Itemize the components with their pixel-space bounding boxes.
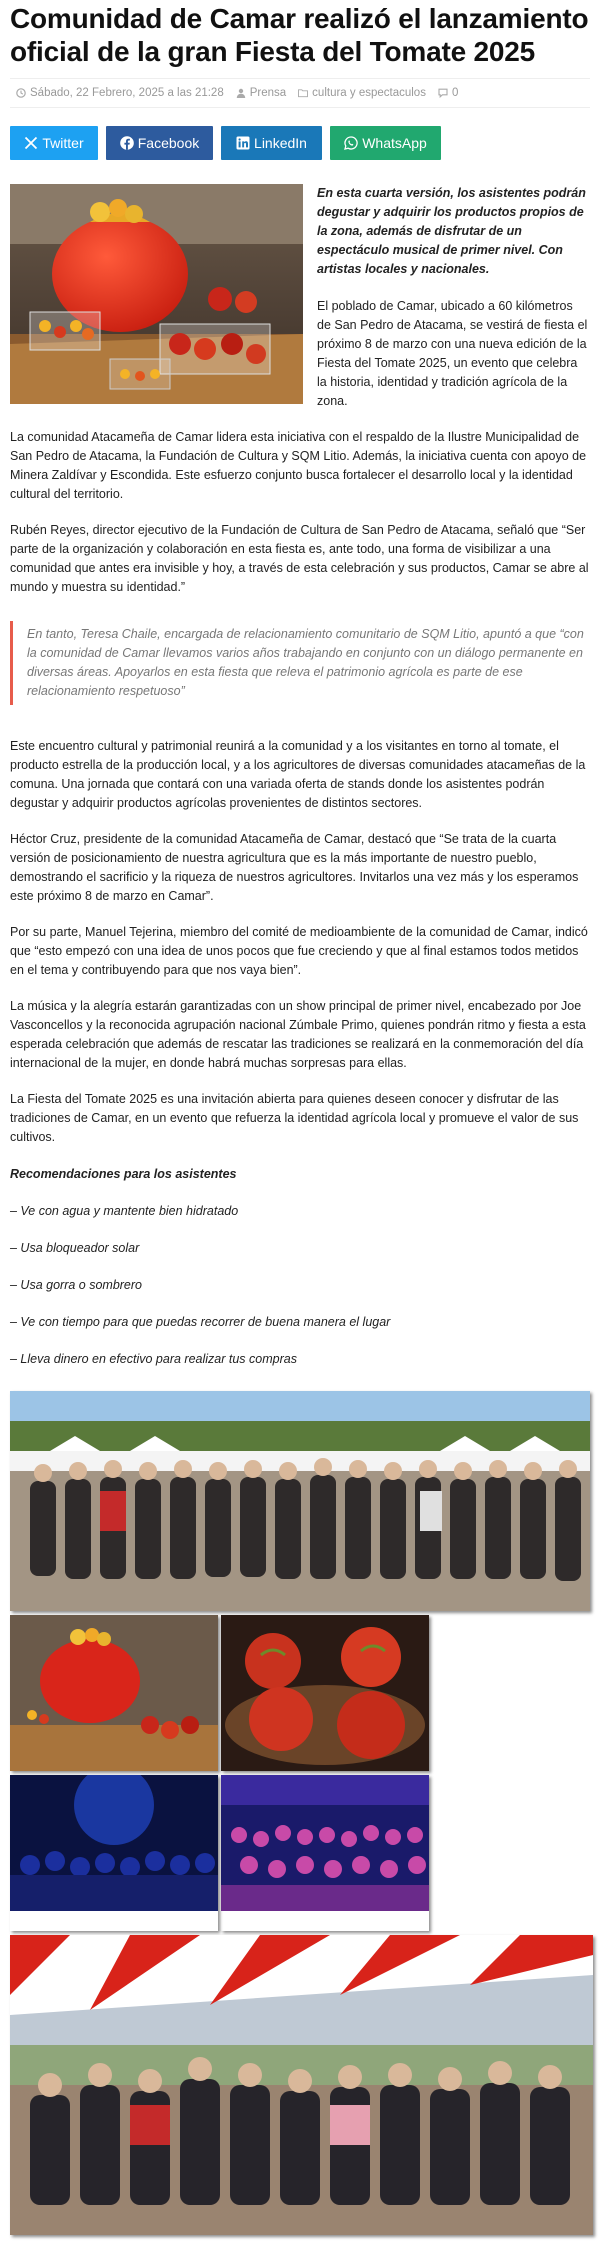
share-whatsapp-button[interactable] bbox=[330, 126, 441, 160]
gallery-image-authorities-photo[interactable] bbox=[10, 1935, 593, 2235]
meta-date bbox=[16, 87, 224, 99]
gallery-image-concert-stage[interactable] bbox=[221, 1775, 429, 1931]
recommendation-item: – Ve con agua y mantente bien hidratado bbox=[10, 1204, 239, 1218]
gallery-image-concert-crowd[interactable] bbox=[10, 1775, 218, 1931]
blockquote: En tanto, Teresa Chaile, encargada de relacionamiento comunitario de SQM Litio, apuntó a que “con la comunidad de Camar llevamos varios años trabajando en conjunto con un diálogo permanente en diversas áreas. Apoyarlos en esta fiesta que releva el patrimonio agrícola es parte de ese relacionamiento respetuoso” bbox=[10, 621, 590, 705]
clock-icon bbox=[16, 88, 26, 98]
lead-image-tomato bbox=[10, 184, 303, 404]
gallery-image-tomatoes-closeup[interactable] bbox=[221, 1615, 429, 1771]
recommendation-item: – Usa gorra o sombrero bbox=[10, 1278, 143, 1292]
body-paragraph: Héctor Cruz, presidente de la comunidad Atacameña de Camar, destacó que “Se trata de la cuarta versión de posicionamiento de nuestra agricultura que es la más importante de nuestro pueblo, demostrando el sacrificio y la riqueza de nuestros agricultores. Invitarlos una vez más y los esperamos este próximo 8 de marzo en Camar”. bbox=[10, 832, 579, 903]
body-paragraph: La música y la alegría estarán garantizadas con un show principal de primer nivel, encabezado por Joe Vasconcellos y la reconocida agrupación nacional Zúmbale Primo, quienes pondrán ritmo y fiesta a esta esperada celebración que además de rescatar las tradiciones se realizará en la conmemoración del día internacional de la mujer, en donde habrá muchas sorpresas para ellas. bbox=[10, 999, 586, 1070]
share-twitter-label: Twitter bbox=[42, 135, 84, 151]
article-meta bbox=[10, 78, 590, 108]
article-title: Comunidad de Camar realizó el lanzamiento oficial de la gran Fiesta del Tomate 2025 bbox=[10, 3, 589, 67]
whatsapp-logo-icon bbox=[344, 136, 358, 150]
meta-author-text[interactable]: Prensa bbox=[249, 87, 287, 99]
lead-section bbox=[10, 184, 590, 411]
body-paragraph: Rubén Reyes, director ejecutivo de la Fundación de Cultura de San Pedro de Atacama, señaló que “Ser parte de la organización y colaboración en esta fiesta es, ante todo, una forma de visibilizar a una comunidad que antes era invisible y hoy, a través de esta celebración y sus productos, Camar se abre al mundo y muestra su identidad.” bbox=[10, 523, 589, 594]
meta-comments-count[interactable]: 0 bbox=[451, 87, 459, 99]
linkedin-logo-icon bbox=[236, 136, 250, 150]
body-paragraph: La Fiesta del Tomate 2025 es una invitación abierta para quienes deseen conocer y disfrutar de las tradiciones de Camar, en un evento que refuerza la identidad agrícola local y promueve el valor de sus cultivos. bbox=[10, 1092, 579, 1144]
folder-icon bbox=[298, 88, 308, 98]
gallery-image-group-photo[interactable] bbox=[10, 1391, 590, 1611]
recommendation-item: – Ve con tiempo para que puedas recorrer de buena manera el lugar bbox=[10, 1315, 391, 1329]
lead-paragraph: El poblado de Camar, ubicado a 60 kilómetros de San Pedro de Atacama, se vestirá de fiesta el próximo 8 de marzo con una nueva edición de la Fiesta del Tomate 2025, un evento que celebra la historia, identidad y tradición agrícola de la zona. bbox=[317, 299, 588, 408]
meta-date-text: Sábado, 22 Febrero, 2025 a las 21:28 bbox=[30, 87, 224, 99]
share-bar bbox=[10, 126, 590, 160]
gallery-image-tomato-display[interactable] bbox=[10, 1615, 218, 1771]
lead-intro: En esta cuarta versión, los asistentes podrán degustar y adquirir los productos propios de la zona, además de disfrutar de un espectáculo musical de primer nivel. Con artistas locales y nacionales. bbox=[317, 186, 586, 276]
recommendation-item: – Lleva dinero en efectivo para realizar tus compras bbox=[10, 1352, 297, 1366]
meta-category[interactable] bbox=[298, 87, 426, 99]
facebook-logo-icon bbox=[120, 136, 134, 150]
share-whatsapp-label: WhatsApp bbox=[362, 135, 427, 151]
recommendations-title: Recomendaciones para los asistentes bbox=[10, 1167, 237, 1181]
meta-author[interactable] bbox=[236, 87, 286, 99]
share-facebook-button[interactable] bbox=[106, 126, 213, 160]
share-facebook-label: Facebook bbox=[137, 135, 200, 151]
body-paragraph: Este encuentro cultural y patrimonial reunirá a la comunidad y a los visitantes en torno al tomate, el producto estrella de la producción local, y a los agricultores de diversas comunidades atacameñas de la comuna. Una jornada que contará con una variada oferta de stands donde los asistentes podrán degustar y adquirir productos agrícolas provenientes de distintos sectores. bbox=[10, 739, 586, 810]
x-logo-icon bbox=[24, 136, 38, 150]
lead-text bbox=[317, 184, 590, 411]
body-paragraph: Por su parte, Manuel Tejerina, miembro del comité de medioambiente de la comunidad de Camar, indicó que “esto empezó con una idea de unos pocos que fue creciendo y que al final estamos todos metidos en el tema y contribuyendo para que nos vaya bien”. bbox=[10, 925, 588, 977]
comment-icon bbox=[438, 88, 448, 98]
recommendation-item: – Usa bloqueador solar bbox=[10, 1241, 140, 1255]
share-linkedin-button[interactable] bbox=[221, 126, 322, 160]
share-linkedin-label: LinkedIn bbox=[254, 135, 307, 151]
meta-category-text[interactable]: cultura y espectaculos bbox=[312, 87, 426, 99]
meta-comments[interactable] bbox=[438, 87, 458, 99]
photo-gallery bbox=[10, 1391, 590, 2235]
article-body bbox=[10, 184, 590, 1369]
user-icon bbox=[236, 88, 246, 98]
body-paragraph: La comunidad Atacameña de Camar lidera esta iniciativa con el respaldo de la Ilustre Municipalidad de San Pedro de Atacama, la Fundación de Cultura y SQM Litio. Además, la iniciativa cuenta con apoyo de Minera Zaldívar y Escondida. Este esfuerzo conjunto busca fortalecer el desarrollo local y la identidad cultural del territorio. bbox=[10, 430, 587, 501]
share-twitter-button[interactable] bbox=[10, 126, 98, 160]
